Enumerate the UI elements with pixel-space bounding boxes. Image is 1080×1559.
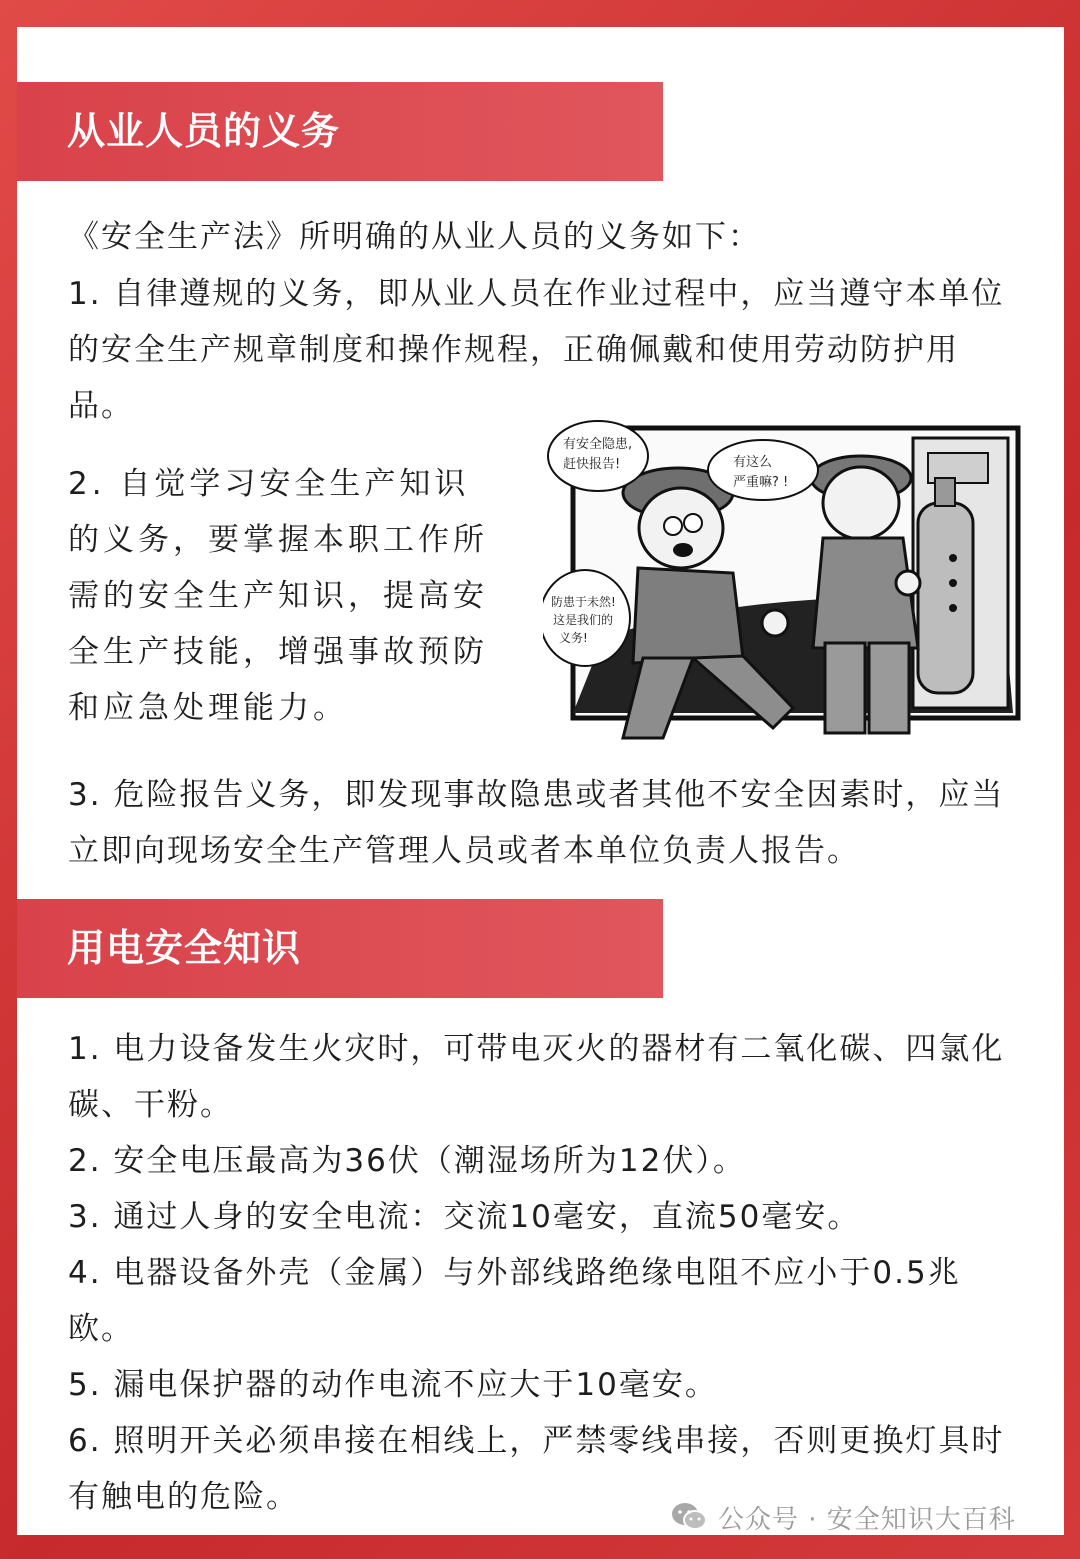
bubble1-line1: 有安全隐患, — [563, 437, 633, 452]
section-title-electric-safety: 用电安全知识 — [17, 899, 663, 998]
bubble1-line2: 赶快报告! — [563, 457, 621, 472]
watermark-text: 公众号 · 安全知识大百科 — [718, 1504, 1016, 1535]
electric-item-2: 2. 安全电压最高为36伏（潮湿场所为12伏）。 — [68, 1143, 746, 1179]
electric-item-1: 1. 电力设备发生火灾时，可带电灭火的器材有二氧化碳、四氯化碳、干粉。 — [68, 1031, 1005, 1123]
watermark — [670, 1497, 1016, 1537]
bubble2-line2: 严重嘛? ! — [733, 475, 789, 490]
wechat-icon — [670, 1501, 708, 1533]
electric-item-4: 4. 电器设备外壳（金属）与外部线路绝缘电阻不应小于0.5兆欧。 — [68, 1255, 961, 1347]
bubble3-line1: 防患于未然! — [551, 595, 616, 609]
electric-item-3: 3. 通过人身的安全电流：交流10毫安，直流50毫安。 — [68, 1199, 861, 1235]
electric-item-6: 6. 照明开关必须串接在相线上，严禁零线串接，否则更换灯具时有触电的危险。 — [68, 1423, 1005, 1515]
bubble3-line3: 义务! — [559, 631, 588, 645]
cartoon-illustration — [543, 408, 1027, 760]
bubble2-line1: 有这么 — [733, 455, 773, 470]
duty-item-1: 1. 自律遵规的义务，即从业人员在作业过程中，应当遵守本单位的安全生产规章制度和操作规程，正确佩戴和使用劳动防护用品。 — [68, 276, 1005, 424]
bubble3-line2: 这是我们的 — [553, 613, 614, 627]
duty-item-2: 2. 自觉学习安全生产知识的义务，要掌握本职工作所需的安全生产知识，提高安全生产技能，增强事故预防和应急处理能力。 — [68, 466, 488, 726]
duties-intro: 《安全生产法》所明确的从业人员的义务如下： — [68, 219, 761, 255]
duty-item-3: 3. 危险报告义务，即发现事故隐患或者其他不安全因素时，应当立即向现场安全生产管理人员或者本单位负责人报告。 — [68, 777, 1005, 869]
section-title-duties: 从业人员的义务 — [17, 82, 663, 181]
electric-item-5: 5. 漏电保护器的动作电流不应大于10毫安。 — [68, 1367, 718, 1403]
